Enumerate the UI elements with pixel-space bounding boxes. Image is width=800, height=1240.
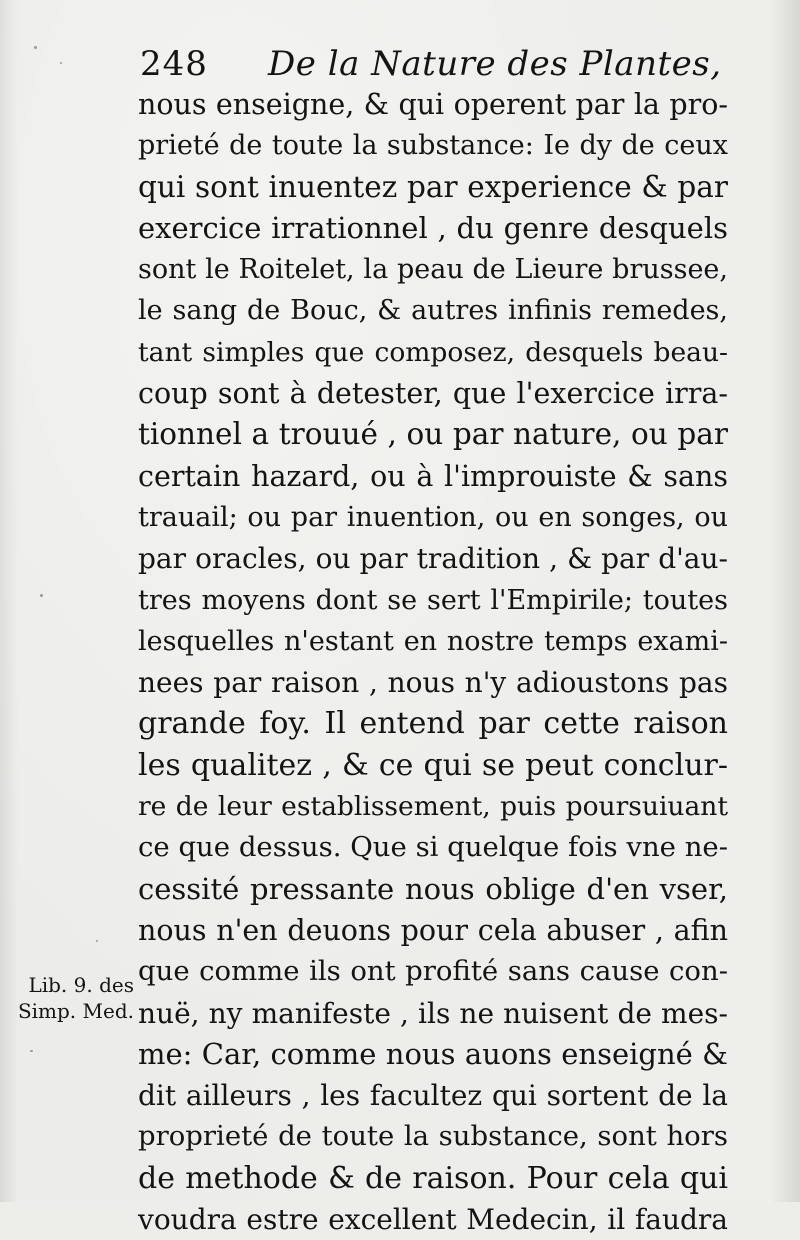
margin-note bbox=[8, 972, 134, 1024]
text-line: proprieté de toute la substance, sont hors bbox=[138, 1120, 728, 1153]
text-line: coup sont à detester, que l'exercice irra- bbox=[138, 377, 728, 411]
text-line: exercice irrationnel , du genre desquels bbox=[138, 210, 728, 245]
text-line: dit ailleurs , les facultez qui sortent de la bbox=[138, 1079, 728, 1113]
text-line: par oracles, ou par tradition , & par d'au- bbox=[138, 542, 728, 576]
text-line: que comme ils ont profité sans cause con- bbox=[138, 955, 728, 988]
text-line: tionnel a trouué , ou par nature, ou par bbox=[138, 417, 728, 452]
text-line: voudra estre excellent Medecin, il faudra bbox=[138, 1203, 728, 1237]
text-line: tres moyens dont se sert l'Empirile; toutes bbox=[138, 584, 728, 616]
margin-note-line: Simp. Med. bbox=[17, 999, 134, 1023]
page-number: 248 bbox=[140, 44, 208, 84]
text-line: nees par raison , nous n'y adioustons pas bbox=[138, 666, 728, 700]
text-line: trauail; ou par inuention, ou en songes, ou bbox=[138, 501, 728, 533]
text-line: sont le Roitelet, la peau de Lieure brussee, bbox=[138, 254, 728, 286]
text-line: nuë, ny manifeste , ils ne nuisent de mes- bbox=[138, 996, 728, 1030]
ink-speck bbox=[30, 1050, 33, 1052]
text-line: me: Car, comme nous auons enseigné & bbox=[138, 1036, 728, 1071]
margin-note-line: Lib. 9. des bbox=[28, 973, 134, 997]
text-line: le sang de Bouc, & autres infinis remedes, bbox=[138, 295, 728, 327]
ink-speck bbox=[96, 940, 98, 942]
text-line: re de leur establissement, puis poursuiuant bbox=[138, 791, 728, 823]
text-line: les qualitez , & ce qui se peut conclur- bbox=[138, 747, 728, 783]
text-line: prieté de toute la substance: Ie dy de ceux bbox=[138, 130, 728, 162]
running-title: De la Nature des Plantes, bbox=[268, 44, 722, 84]
text-line: de methode & de raison. Pour cela qui bbox=[138, 1160, 728, 1196]
text-line: grande foy. Il entend par cette raison bbox=[138, 706, 728, 742]
text-line: nous n'en deuons pour cela abuser , afin bbox=[138, 913, 728, 947]
text-line: lesquelles n'estant en nostre temps exami- bbox=[138, 625, 728, 657]
ink-speck bbox=[40, 594, 43, 597]
text-line: cessité pressante nous oblige d'en vser, bbox=[138, 871, 728, 906]
text-line: nous enseigne, & qui operent par la pro- bbox=[138, 88, 728, 121]
text-line: ce que dessus. Que si quelque fois vne ne- bbox=[138, 831, 728, 864]
text-line: qui sont inuentez par experience & par bbox=[138, 169, 728, 204]
ink-speck bbox=[60, 62, 62, 64]
text-line: tant simples que composez, desquels beau- bbox=[138, 336, 728, 368]
body-text bbox=[138, 84, 728, 1240]
ink-speck bbox=[34, 46, 37, 49]
text-line: certain hazard, ou à l'improuiste & sans bbox=[138, 459, 728, 493]
